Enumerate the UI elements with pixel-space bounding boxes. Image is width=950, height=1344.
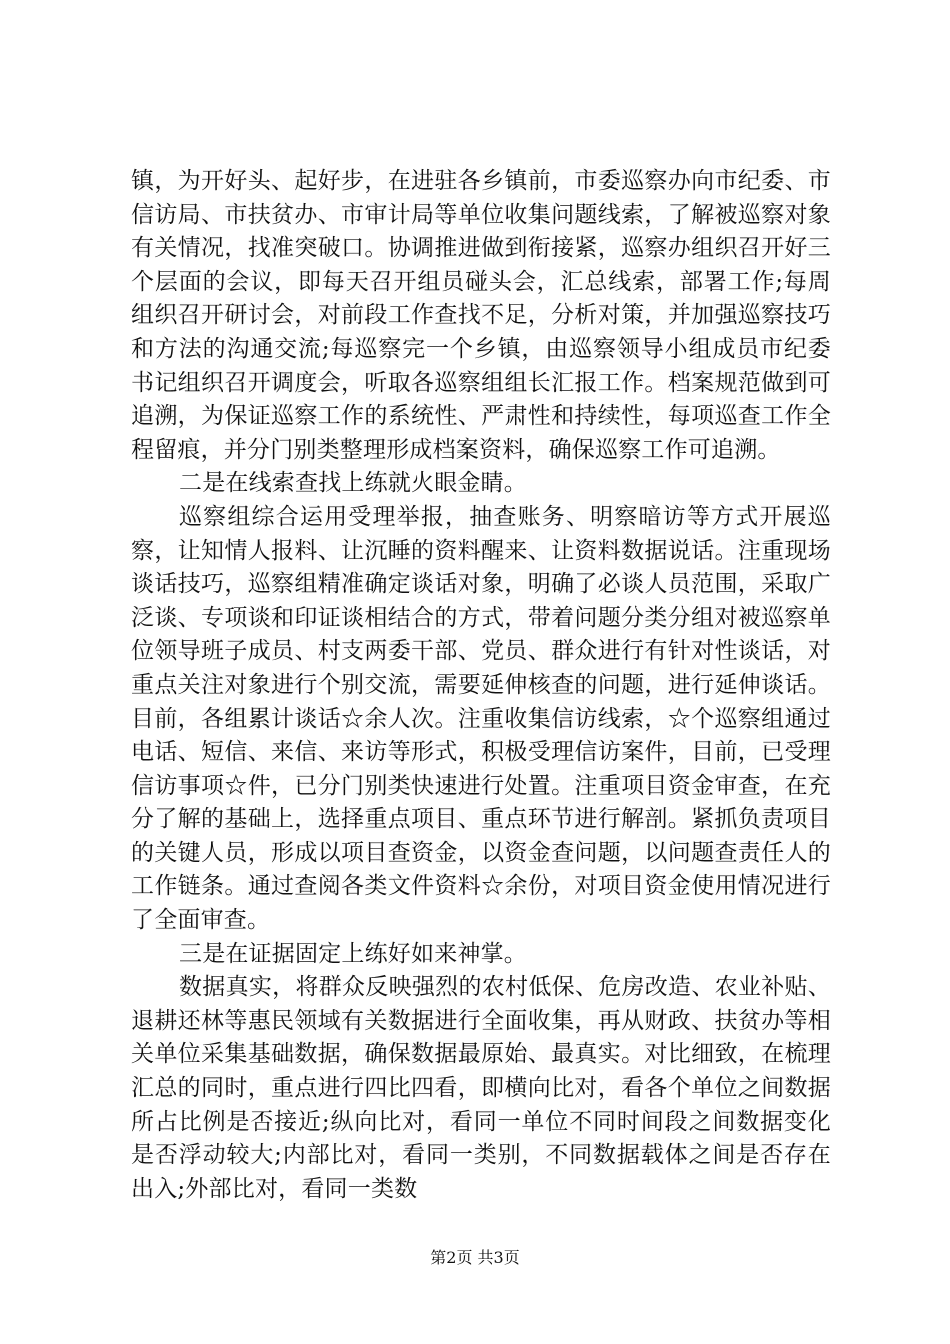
page-number-footer: 第2页 共3页 <box>430 1248 520 1267</box>
paragraph-2-heading: 二是在线索查找上练就火眼金睛。 <box>179 470 527 497</box>
paragraph-3: 巡察组综合运用受理举报，抽查账务、明察暗访等方式开展巡察，让知情人报料、让沉睡的资料醒来、让资料数据说话。注重现场谈话技巧，巡察组精准确定谈话对象，明确了必谈人员范围，采取广泛谈、专项谈和印证谈相结合的方式，带着问题分类分组对被巡察单位领导班子成员、村支两委干部、党员、群众进行有针对性谈话，对重点关注对象进行个别交流，需要延伸核查的问题，进行延伸谈话。目前，各组累计谈话☆余人次。注重收集信访线索，☆个巡察组通过电话、短信、来信、来访等形式，积极受理信访案件，目前，已受理信访事项☆件，已分门别类快速进行处置。注重项目资金审查，在充分了解的基础上，选择重点项目、重点环节进行解剖。紧抓负责项目的关键人员，形成以项目查资金，以资金查问题，以问题查责任人的工作链条。通过查阅各类文件资料☆余份，对项目资金使用情况进行了全面审查。 <box>131 503 831 934</box>
document-body <box>131 165 831 1206</box>
paragraph-5: 数据真实，将群众反映强烈的农村低保、危房改造、农业补贴、退耕还林等惠民领域有关数据进行全面收集，再从财政、扶贫办等相关单位采集基础数据，确保数据最原始、最真实。对比细致，在梳理汇总的同时，重点进行四比四看，即横向比对，看各个单位之间数据所占比例是否接近;纵向比对，看同一单位不同时间段之间数据变化是否浮动较大;内部比对，看同一类别，不同数据载体之间是否存在出入;外部比对，看同一类数 <box>131 974 831 1202</box>
paragraph-4-heading: 三是在证据固定上练好如来神掌。 <box>179 940 527 967</box>
paragraph-1: 镇，为开好头、起好步，在进驻各乡镇前，市委巡察办向市纪委、市信访局、市扶贫办、市审计局等单位收集问题线索，了解被巡察对象有关情况，找准突破口。协调推进做到衔接紧，巡察办组织召开好三个层面的会议，即每天召开组员碰头会，汇总线索，部署工作;每周组织召开研讨会，对前段工作查找不足，分析对策，并加强巡察技巧和方法的沟通交流;每巡察完一个乡镇，由巡察领导小组成员市纪委书记组织召开调度会，听取各巡察组组长汇报工作。档案规范做到可追溯，为保证巡察工作的系统性、严肃性和持续性，每项巡查工作全程留痕，并分门别类整理形成档案资料，确保巡察工作可追溯。 <box>131 168 831 463</box>
